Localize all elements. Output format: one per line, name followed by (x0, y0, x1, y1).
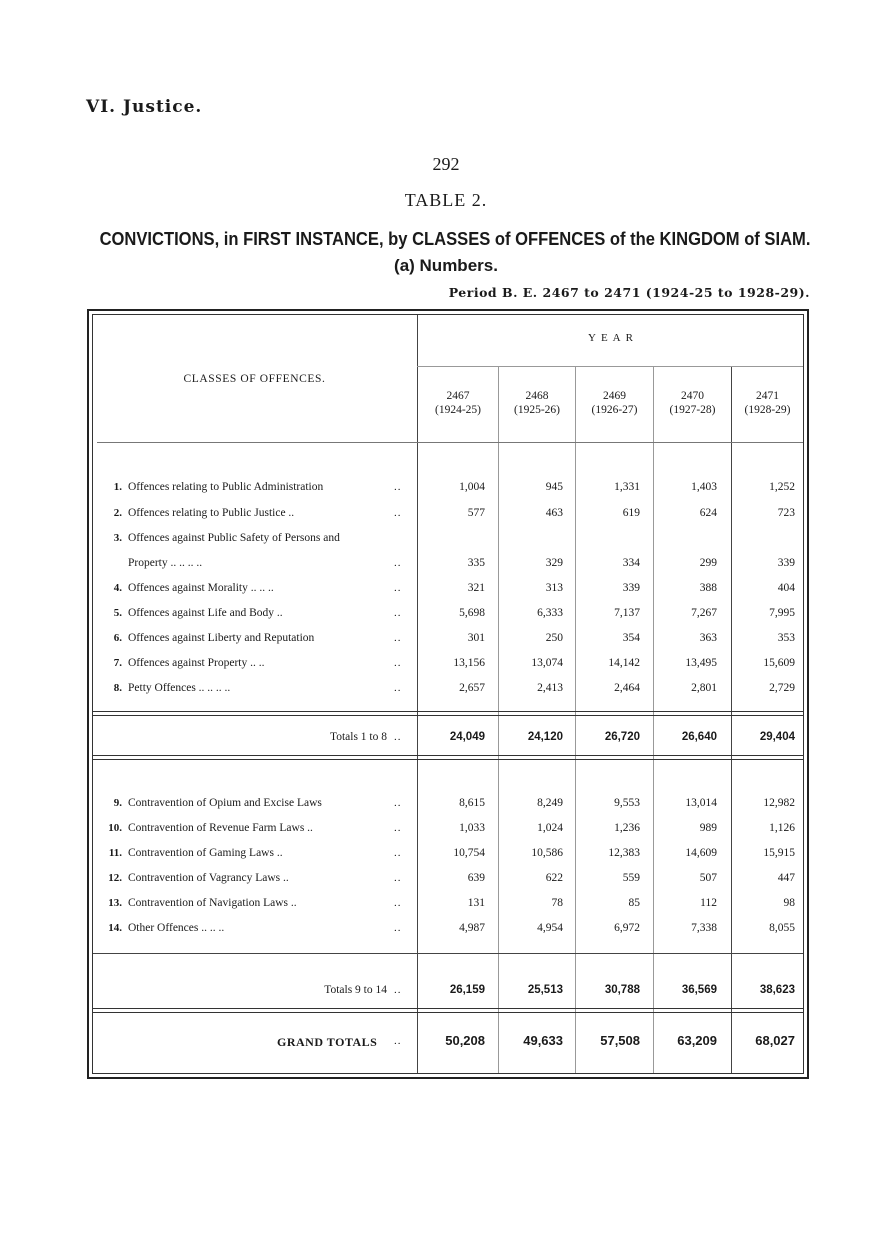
table-label: TABLE 2. (404, 190, 488, 210)
leader-dots: .. (394, 797, 402, 809)
table-cell: 13,156 (453, 657, 485, 669)
table-cell: 4,987 (459, 922, 485, 934)
table-cell: 447 (777, 872, 795, 884)
table-cell: 329 (545, 557, 563, 569)
table-cell: 945 (545, 481, 563, 493)
leader-dots: .. (394, 731, 402, 743)
table-cell: 13,495 (685, 657, 717, 669)
table-cell: 7,137 (614, 607, 640, 619)
totals1-top-rule (93, 711, 803, 716)
grand-totals-cell: 68,027 (755, 1033, 795, 1048)
table-cell: 624 (699, 507, 717, 519)
table-cell: 363 (699, 632, 717, 644)
leader-dots: .. (394, 657, 402, 669)
row-number: 1. (113, 481, 122, 493)
table-cell: 13,014 (685, 797, 717, 809)
table-cell: 1,024 (537, 822, 563, 834)
row-number: 12. (108, 872, 122, 884)
table-cell: 1,033 (459, 822, 485, 834)
leader-dots: .. (394, 1035, 402, 1047)
table-cell: 15,915 (763, 847, 795, 859)
grand-totals-cell: 50,208 (445, 1033, 485, 1048)
year-column-header: 2467 (1924-25) (435, 390, 481, 416)
table-cell: 112 (700, 897, 717, 909)
row-label: Offences against Liberty and Reputation (128, 632, 315, 644)
totals-1-to-8-cell: 26,720 (604, 731, 640, 743)
table-cell: 334 (622, 557, 640, 569)
totals-1-to-8-cell: 24,049 (449, 731, 485, 743)
table-cell: 321 (467, 582, 485, 594)
totals1-bottom-rule (93, 755, 803, 760)
table-cell: 8,249 (537, 797, 563, 809)
year-column-header: 2468 (1925-26) (514, 390, 560, 416)
col-divider-2 (575, 366, 576, 1073)
leader-dots: .. (394, 897, 402, 909)
col-divider-classes (417, 315, 418, 1073)
header-rule (97, 442, 803, 443)
table-cell: 250 (545, 632, 563, 644)
leader-dots: .. (394, 481, 402, 493)
row-label: Contravention of Vagrancy Laws .. (128, 872, 289, 884)
table-cell: 353 (777, 632, 795, 644)
table-cell: 13,074 (531, 657, 563, 669)
section-heading: VI. Justice. (86, 97, 203, 117)
totals2-top-rule (93, 953, 803, 954)
grand-top-rule (93, 1008, 803, 1013)
row-label: Petty Offences .. .. .. .. (128, 682, 231, 694)
leader-dots: .. (394, 872, 402, 884)
totals-1-to-8-cell: 29,404 (759, 731, 795, 743)
totals-9-to-14-label: Totals 9 to 14 (324, 984, 387, 996)
table-cell: 85 (628, 897, 640, 909)
table-cell: 2,729 (769, 682, 795, 694)
table-cell: 98 (783, 897, 795, 909)
table-cell: 388 (699, 582, 717, 594)
classes-header: CLASSES OF OFFENCES. (183, 373, 326, 385)
row-label: Offences against Morality .. .. .. (128, 582, 274, 594)
table-cell: 2,413 (537, 682, 563, 694)
row-label: Offences relating to Public Justice .. (128, 507, 295, 519)
table-cell: 619 (622, 507, 640, 519)
table-cell: 131 (467, 897, 485, 909)
table-cell: 2,801 (691, 682, 717, 694)
row-number: 4. (113, 582, 122, 594)
row-number: 11. (108, 847, 122, 859)
table-cell: 989 (699, 822, 717, 834)
table-cell: 507 (699, 872, 717, 884)
table-cell: 7,267 (691, 607, 717, 619)
table-cell: 577 (467, 507, 485, 519)
table-frame-inner (92, 314, 804, 1074)
table-cell: 14,142 (608, 657, 640, 669)
row-number: 14. (108, 922, 122, 934)
totals-1-to-8-label: Totals 1 to 8 (329, 731, 387, 743)
leader-dots: .. (394, 632, 402, 644)
totals-9-to-14-cell: 36,569 (681, 984, 717, 996)
table-cell: 559 (622, 872, 640, 884)
table-cell: 14,609 (685, 847, 717, 859)
table-cell: 1,004 (459, 481, 485, 493)
year-column-header: 2469 (1926-27) (591, 390, 638, 416)
table-cell: 15,609 (763, 657, 795, 669)
leader-dots: .. (394, 557, 402, 569)
row-number: 6. (113, 632, 122, 644)
table-cell: 8,615 (459, 797, 485, 809)
table-title: CONVICTIONS, in FIRST INSTANCE, by CLASSES of OFFENCES of the KINGDOM of SIAM. (99, 229, 811, 249)
grand-totals-cell: 49,633 (523, 1033, 563, 1048)
row-number: 10. (108, 822, 122, 834)
table-cell: 299 (699, 557, 717, 569)
row-label: Contravention of Revenue Farm Laws .. (128, 822, 313, 834)
grand-totals-cell: 57,508 (600, 1033, 640, 1048)
col-divider-1 (498, 366, 499, 1073)
totals-9-to-14-cell: 26,159 (449, 984, 485, 996)
row-label: Offences against Property .. .. (128, 657, 265, 669)
table-cell: 10,586 (531, 847, 563, 859)
row-label: Other Offences .. .. .. (128, 922, 225, 934)
row-number: 2. (113, 507, 122, 519)
table-cell: 1,126 (769, 822, 795, 834)
row-label: Contravention of Navigation Laws .. (128, 897, 297, 909)
table-cell: 639 (467, 872, 485, 884)
table-cell: 335 (467, 557, 485, 569)
table-cell: 313 (545, 582, 563, 594)
table-cell: 7,338 (691, 922, 717, 934)
row-number: 13. (108, 897, 122, 909)
totals-1-to-8-cell: 26,640 (681, 731, 717, 743)
totals-9-to-14-cell: 30,788 (604, 984, 640, 996)
row-number: 9. (113, 797, 122, 809)
leader-dots: .. (394, 847, 402, 859)
grand-totals-label: GRAND TOTALS (277, 1035, 378, 1049)
page-number: 292 (432, 154, 460, 174)
table-cell: 622 (545, 872, 563, 884)
table-cell: 463 (545, 507, 563, 519)
table-cell: 1,331 (614, 481, 640, 493)
row-label: Contravention of Gaming Laws .. (128, 847, 283, 859)
grand-totals-cell: 63,209 (677, 1033, 717, 1048)
table-cell: 354 (622, 632, 640, 644)
col-divider-4 (731, 366, 732, 1073)
table-subtitle: (a) Numbers. (394, 256, 498, 275)
row-number: 7. (113, 657, 122, 669)
table-cell: 404 (777, 582, 795, 594)
table-cell: 8,055 (769, 922, 795, 934)
year-column-header: 2471 (1928-29) (744, 390, 791, 416)
table-cell: 7,995 (769, 607, 795, 619)
leader-dots: .. (394, 822, 402, 834)
totals-9-to-14-cell: 25,513 (527, 984, 563, 996)
table-cell: 12,383 (608, 847, 640, 859)
table-cell: 339 (777, 557, 795, 569)
year-header: YEAR (588, 332, 638, 344)
row-number: 3. (113, 532, 122, 544)
table-cell: 5,698 (459, 607, 485, 619)
row-number: 8. (113, 682, 122, 694)
table-cell: 10,754 (453, 847, 485, 859)
leader-dots: .. (394, 922, 402, 934)
row-label: Contravention of Opium and Excise Laws (128, 797, 322, 809)
row-label: Offences relating to Public Administration (128, 481, 324, 493)
leader-dots: .. (394, 607, 402, 619)
table-cell: 6,972 (614, 922, 640, 934)
row-label: Offences against Public Safety of Persons and (128, 532, 340, 544)
totals-9-to-14-cell: 38,623 (759, 984, 795, 996)
leader-dots: .. (394, 507, 402, 519)
table-cell: 9,553 (614, 797, 640, 809)
table-cell: 2,657 (459, 682, 485, 694)
totals-1-to-8-cell: 24,120 (527, 731, 563, 743)
row-label: Property .. .. .. .. (128, 557, 203, 569)
year-column-header: 2470 (1927-28) (669, 390, 716, 416)
table-cell: 78 (551, 897, 563, 909)
table-cell: 1,403 (691, 481, 717, 493)
table-cell: 6,333 (537, 607, 563, 619)
row-number: 5. (113, 607, 122, 619)
year-underline (417, 366, 803, 367)
leader-dots: .. (394, 682, 402, 694)
leader-dots: .. (394, 984, 402, 996)
period-line: Period B. E. 2467 to 2471 (1924-25 to 1928-29). (448, 285, 810, 300)
table-cell: 1,252 (769, 481, 795, 493)
table-cell: 1,236 (614, 822, 640, 834)
table-cell: 2,464 (614, 682, 640, 694)
table-cell: 301 (467, 632, 485, 644)
row-label: Offences against Life and Body .. (128, 607, 283, 619)
leader-dots: .. (394, 582, 402, 594)
col-divider-3 (653, 366, 654, 1073)
table-cell: 339 (622, 582, 640, 594)
table-cell: 723 (777, 507, 795, 519)
table-cell: 4,954 (537, 922, 563, 934)
table-cell: 12,982 (763, 797, 795, 809)
